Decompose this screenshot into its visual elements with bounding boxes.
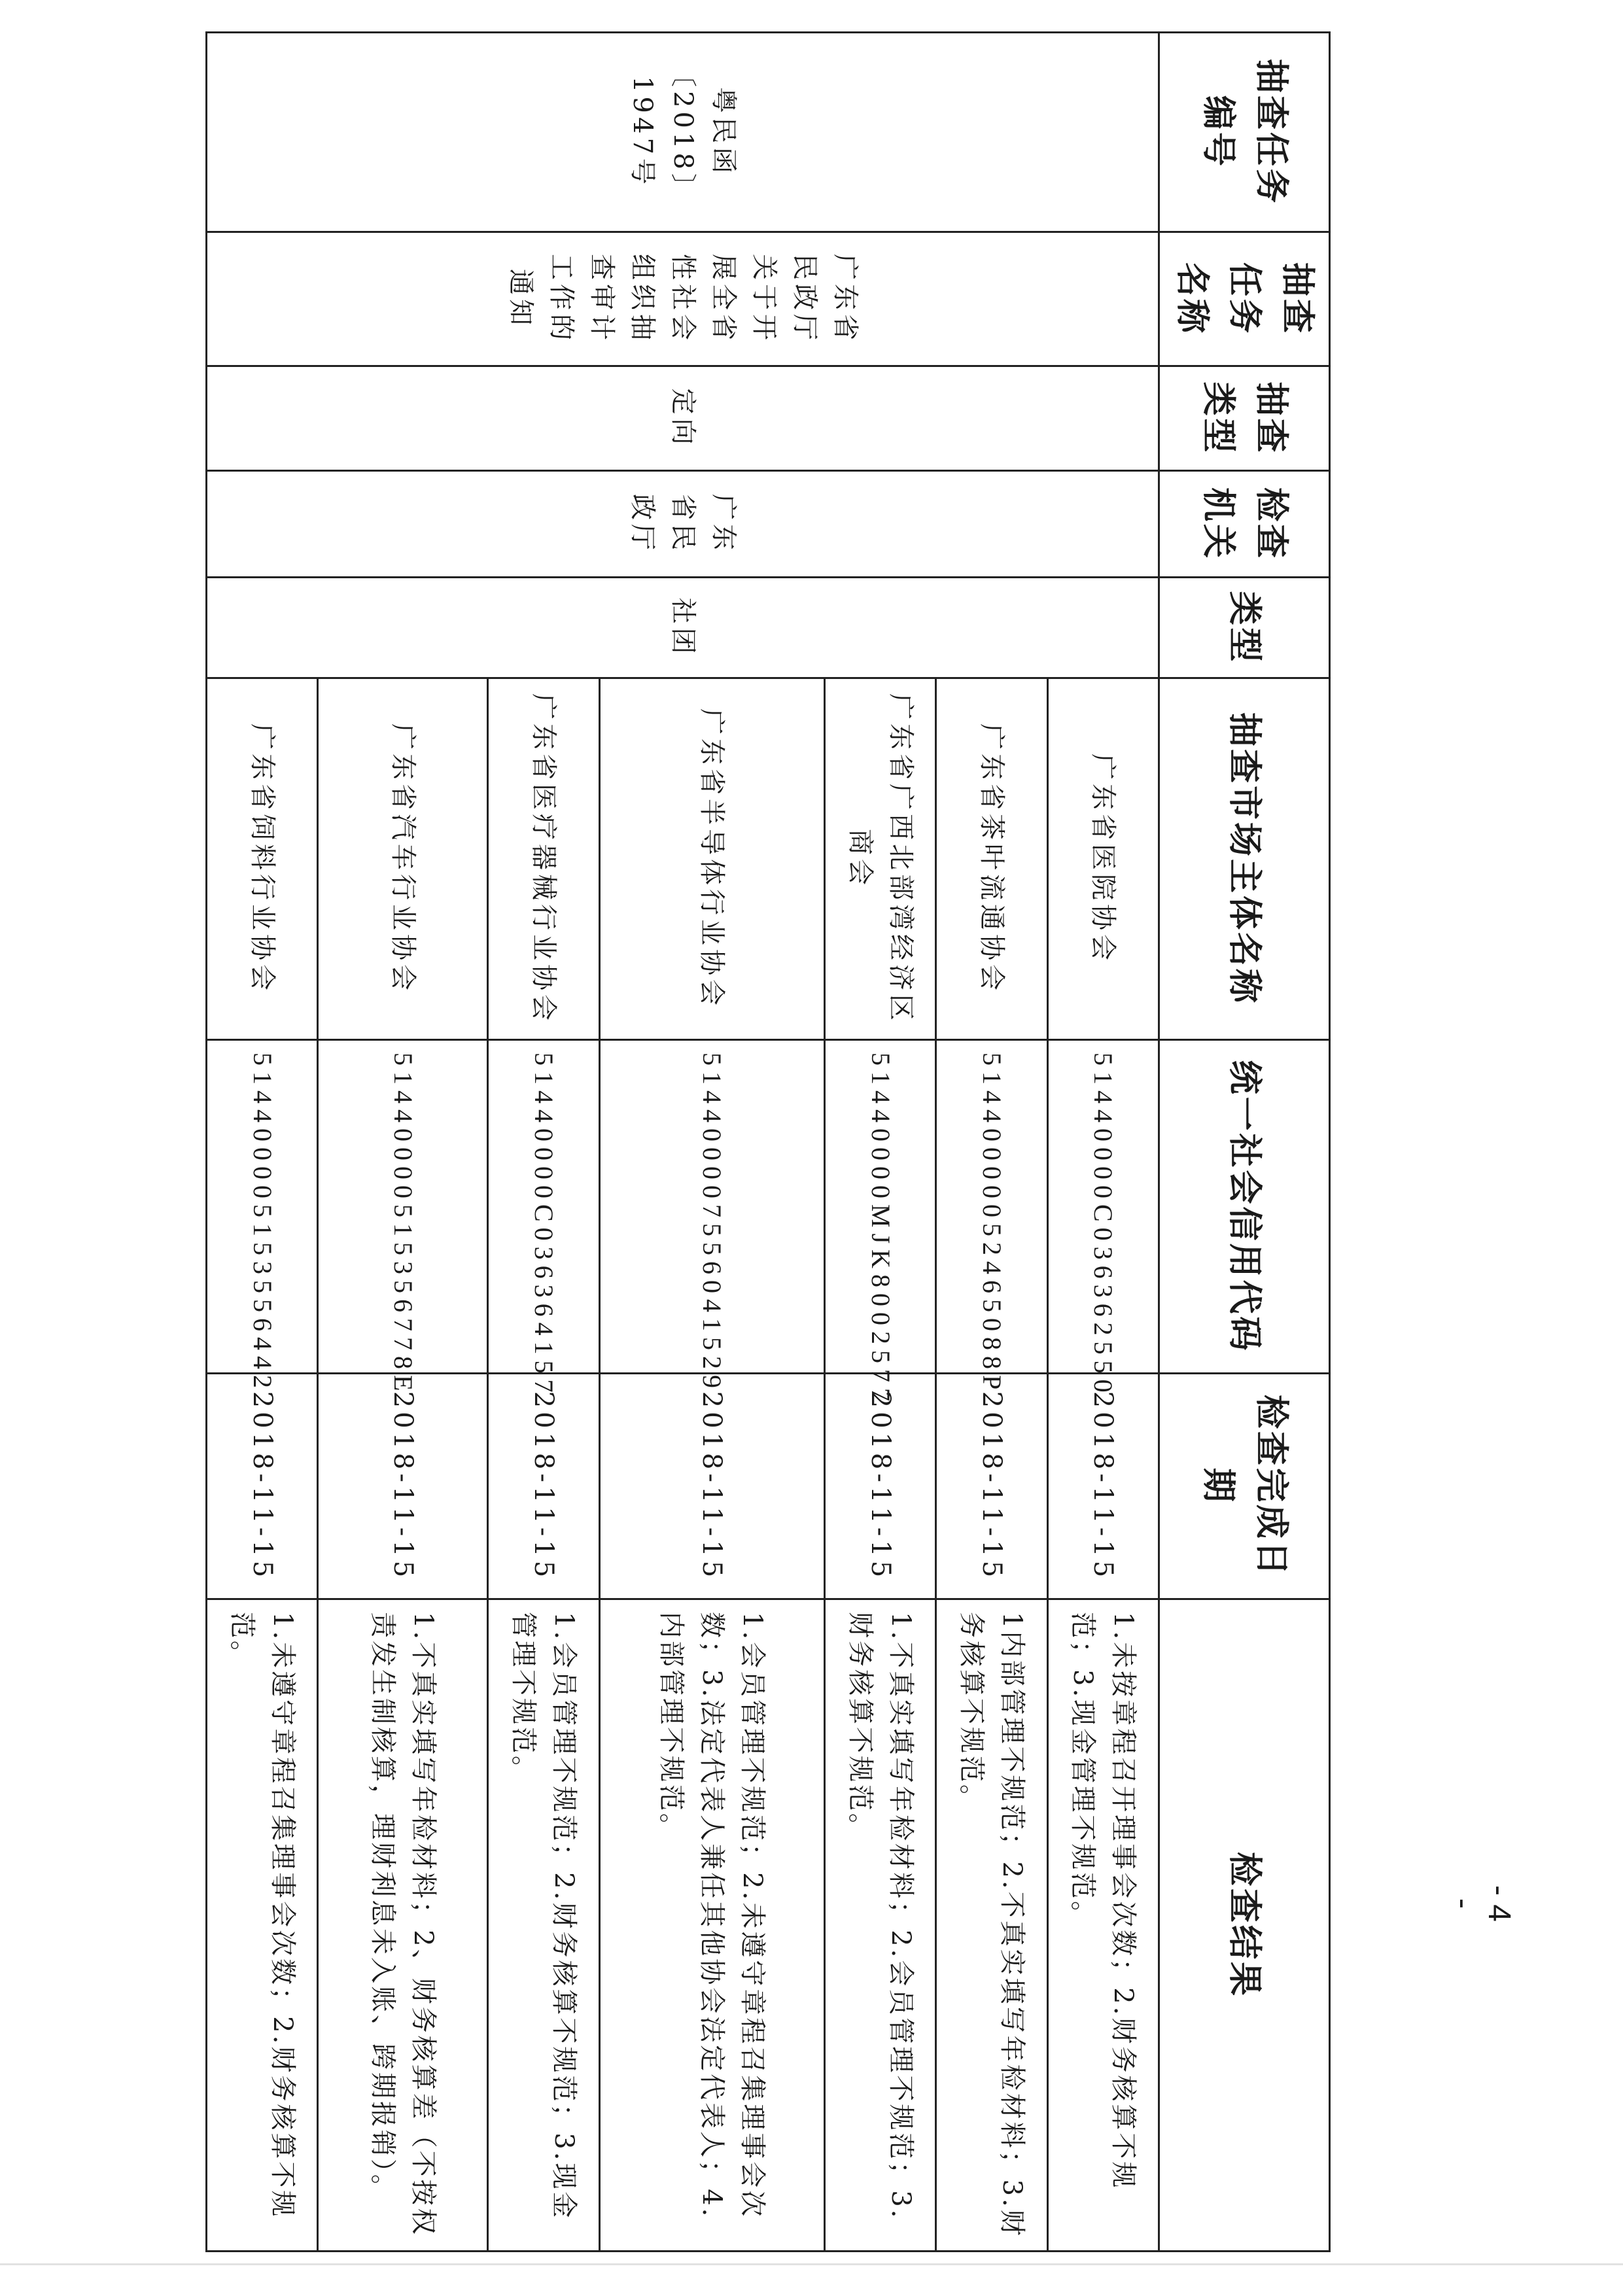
date-cell: 2018-11-15: [936, 1374, 1047, 1599]
header-credit-code: 统一社会信用代码: [1159, 1040, 1330, 1374]
credit-code-cell: 514400007556041529: [599, 1040, 824, 1374]
result-cell: 1.会员管理不规范；2.未遵守章程召集理事会次数；3.法定代表人兼任其他协会法定代表人；4.内部管理不规范。: [599, 1599, 824, 2252]
credit-code-cell: 51440000C036364157: [488, 1040, 599, 1374]
credit-code-cell: 51440000C036362550: [1047, 1040, 1159, 1374]
entity-type-cell: 社团: [207, 578, 1159, 678]
result-cell: 1.未遵守章程召集理事会次数；2.财务核算不规范。: [207, 1599, 318, 2252]
header-entity-type: 类型: [1159, 578, 1330, 678]
date-cell: 2018-11-15: [207, 1374, 318, 1599]
credit-code-cell: 51440000MJK8002577: [824, 1040, 935, 1374]
credit-code-cell: 51440000515356778E: [318, 1040, 488, 1374]
page-number: - 4 -: [1446, 1885, 1516, 1922]
entity-name-cell: 广东省医院协会: [1047, 678, 1159, 1040]
task-number-cell: 粤民函〔2018〕1947号: [207, 33, 1159, 232]
entity-name-cell: 广东省饲料行业协会: [207, 678, 318, 1040]
header-date: 检查完成日期: [1159, 1374, 1330, 1599]
entity-name-cell: 广东省茶叶流通协会: [936, 678, 1047, 1040]
credit-code-cell: 514400005153556442: [207, 1040, 318, 1374]
date-cell: 2018-11-15: [824, 1374, 935, 1599]
date-cell: 2018-11-15: [1047, 1374, 1159, 1599]
check-type-cell: 定向: [207, 366, 1159, 471]
entity-name-cell: 广东省医疗器械行业协会: [488, 678, 599, 1040]
entity-name-cell: 广东省广西北部湾经济区商会: [824, 678, 935, 1040]
header-entity-name: 抽查市场主体名称: [1159, 678, 1330, 1040]
result-cell: 1.未按章程召开理事会次数；2.财务核算不规范；3.现金管理不规范。: [1047, 1599, 1159, 2252]
date-cell: 2018-11-15: [599, 1374, 824, 1599]
date-cell: 2018-11-15: [488, 1374, 599, 1599]
task-name-cell: 广东省民政厅关于开展全省性社会组织抽查审计工作的通知: [207, 232, 1159, 366]
header-task-no: 抽查任务编号: [1159, 33, 1330, 232]
scan-edge-divider: [0, 2263, 1623, 2265]
credit-code-cell: 51440000052465088P: [936, 1040, 1047, 1374]
result-cell: 1.会员管理不规范；2.财务核算不规范；3.现金管理不规范。: [488, 1599, 599, 2252]
table-row: [1047, 33, 1159, 2252]
header-agency: 检查机关: [1159, 471, 1330, 578]
entity-name-cell: 广东省汽车行业协会: [318, 678, 488, 1040]
header-check-type: 抽查类型: [1159, 366, 1330, 471]
header-row: [1159, 33, 1330, 2252]
header-result: 检查结果: [1159, 1599, 1330, 2252]
result-cell: 1.不真实填写年检材料；2、财务核算差（不按权责发生制核算，理财利息未入账、跨期报销）。: [318, 1599, 488, 2252]
rotated-table-wrapper: [205, 31, 1331, 2250]
agency-cell: 广东省民政厅: [207, 471, 1159, 578]
result-cell: 1内部管理不规范；2.不真实填写年检材料；3.财务核算不规范。: [936, 1599, 1047, 2252]
entity-name-cell: 广东省半导体行业协会: [599, 678, 824, 1040]
result-cell: 1.不真实填写年检材料；2.会员管理不规范；3.财务核算不规范。: [824, 1599, 935, 2252]
inspection-results-table: [205, 31, 1331, 2252]
date-cell: 2018-11-15: [318, 1374, 488, 1599]
header-task-name: 抽查任务名称: [1159, 232, 1330, 366]
